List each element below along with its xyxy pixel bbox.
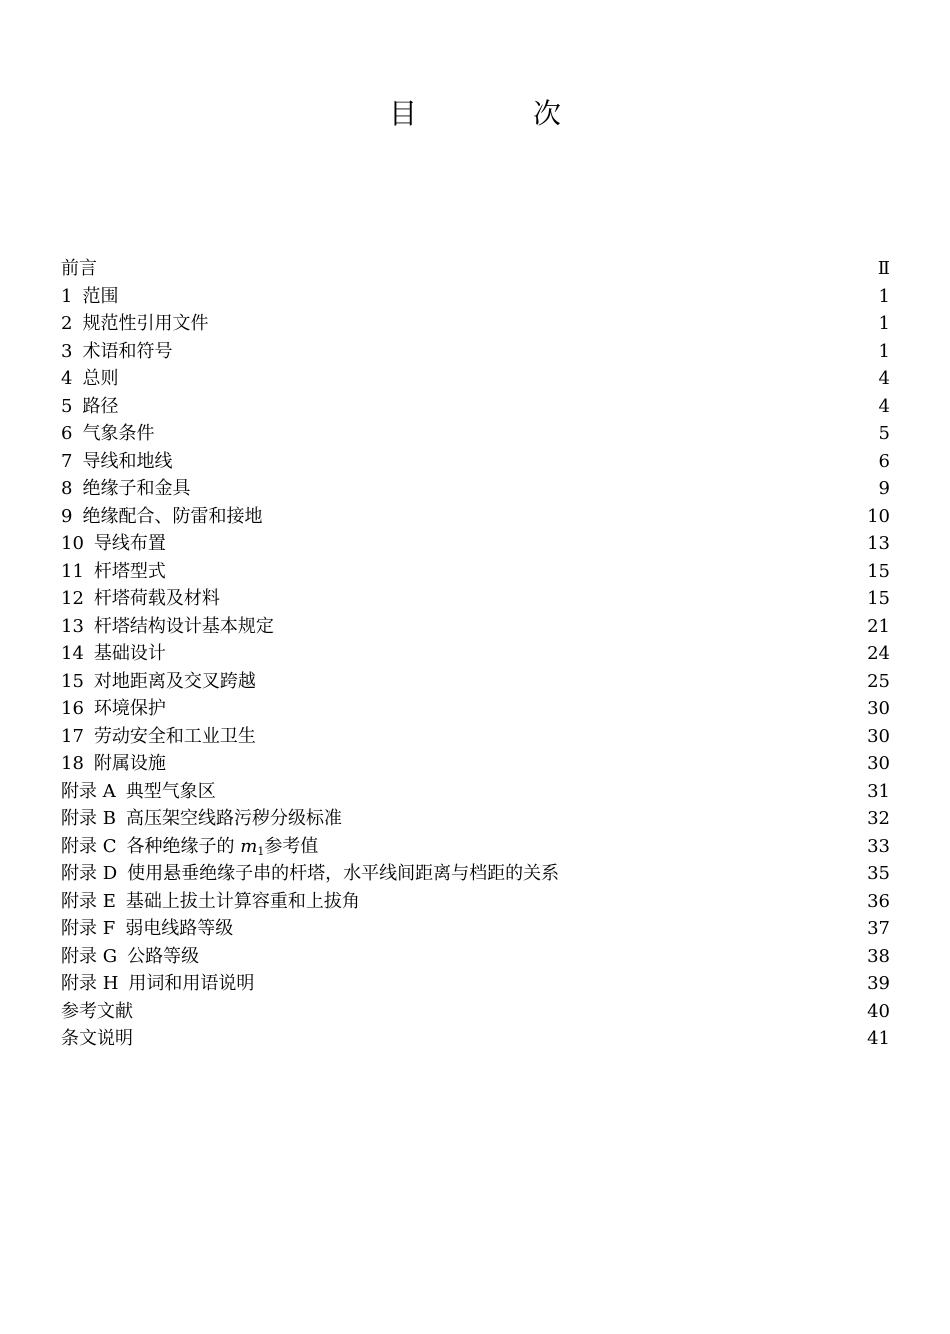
toc-entry[interactable] (61, 668, 890, 696)
toc-entry-page: 41 (867, 1028, 890, 1049)
toc-entry[interactable] (61, 640, 890, 668)
toc-entry-page: 15 (867, 560, 890, 582)
toc-entry-page: 24 (867, 643, 890, 664)
toc-entry-number: 附录 H (61, 973, 119, 994)
toc-entry-page: 1 (878, 313, 890, 334)
toc-entry-number: 17 (61, 725, 84, 747)
toc-entry-label: 11 杆塔型式 (61, 560, 166, 582)
toc-entry[interactable] (61, 338, 890, 366)
toc-entry-appendix[interactable] (61, 943, 890, 971)
toc-entry-number: 1 (61, 285, 73, 307)
toc-entry-number: 3 (61, 340, 73, 362)
toc-entry[interactable] (61, 585, 890, 613)
toc-entry-label: 9 绝缘配合、防雷和接地 (61, 505, 263, 527)
toc-entry-label: 18 附属设施 (61, 753, 166, 774)
toc-entry[interactable] (61, 310, 890, 338)
toc-entry-label: 8 绝缘子和金具 (61, 478, 191, 499)
toc-entry-label: 15 对地距离及交叉跨越 (61, 670, 256, 692)
toc-entry-number: 4 (61, 368, 73, 389)
toc-entry-label: 前言 (61, 258, 97, 279)
toc-entry-appendix[interactable] (61, 833, 890, 861)
toc-entry[interactable] (61, 695, 890, 723)
toc-entry-appendix[interactable] (61, 860, 890, 888)
toc-entry-number: 11 (61, 560, 84, 582)
toc-list (61, 255, 890, 1053)
toc-entry-number: 13 (61, 615, 84, 637)
toc-entry[interactable] (61, 723, 890, 751)
toc-entry-number: 9 (61, 505, 73, 527)
toc-entry-label: 14 基础设计 (61, 643, 166, 664)
toc-entry-page: 39 (867, 973, 890, 994)
toc-entry-page: 31 (867, 780, 890, 802)
toc-entry-page: 35 (867, 863, 890, 884)
toc-entry-label: 附录 H 用词和用语说明 (61, 973, 255, 994)
toc-entry-appendix[interactable] (61, 888, 890, 916)
page-title: 目 次 (388, 97, 605, 130)
toc-entry-label: 2 规范性引用文件 (61, 313, 209, 334)
toc-entry-label: 附录 F 弱电线路等级 (61, 918, 234, 939)
toc-entry-label: 17 劳动安全和工业卫生 (61, 725, 256, 747)
toc-entry-number: 12 (61, 588, 84, 609)
toc-entry-label: 附录 D 使用悬垂绝缘子串的杆塔，水平线间距离与档距的关系 (61, 863, 560, 884)
toc-entry-label: 6 气象条件 (61, 423, 155, 444)
toc-entry-number: 附录 E (61, 890, 116, 912)
toc-entry-number: 附录 C (61, 835, 117, 857)
toc-entry-foreword[interactable] (61, 255, 890, 283)
variable-m: m (240, 835, 258, 857)
toc-entry-number: 附录 B (61, 808, 116, 829)
toc-entry-number: 8 (61, 478, 73, 499)
toc-entry-page: 25 (867, 670, 890, 692)
toc-entry-label: 附录 C 各种绝缘子的 m1参考值 (61, 835, 319, 858)
toc-entry[interactable] (61, 613, 890, 641)
toc-entry[interactable] (61, 558, 890, 586)
toc-entry-label: 13 杆塔结构设计基本规定 (61, 615, 274, 637)
toc-entry-text-tail: 参考值 (264, 835, 319, 857)
toc-entry-page: 9 (878, 478, 890, 499)
toc-entry[interactable] (61, 475, 890, 503)
toc-entry-number: 7 (61, 450, 73, 472)
toc-entry-page: 1 (878, 285, 890, 307)
toc-entry-label: 12 杆塔荷载及材料 (61, 588, 220, 609)
toc-entry-page: 5 (878, 423, 890, 444)
toc-entry-number: 18 (61, 753, 84, 774)
toc-entry-label: 附录 A 典型气象区 (61, 780, 216, 802)
toc-entry-number: 15 (61, 670, 84, 692)
toc-entry[interactable] (61, 530, 890, 558)
toc-entry-page: 30 (867, 753, 890, 774)
toc-entry-label: 附录 B 高压架空线路污秽分级标准 (61, 808, 342, 829)
toc-entry-page: 38 (867, 945, 890, 967)
toc-entry-number: 附录 A (61, 780, 116, 802)
toc-entry-page: 32 (867, 808, 890, 829)
toc-entry[interactable] (61, 420, 890, 448)
toc-entry-page: 40 (867, 1000, 890, 1022)
toc-entry-number: 16 (61, 698, 84, 719)
toc-entry-page: 10 (867, 505, 890, 527)
toc-entry-label: 1 范围 (61, 285, 119, 307)
toc-entry-label: 条文说明 (61, 1028, 133, 1049)
toc-entry[interactable] (61, 365, 890, 393)
toc-entry-appendix[interactable] (61, 778, 890, 806)
toc-entry-number: 附录 F (61, 918, 116, 939)
toc-entry-page: 4 (878, 395, 890, 417)
toc-entry-number: 附录 G (61, 945, 118, 967)
toc-entry-label: 7 导线和地线 (61, 450, 173, 472)
toc-entry-page: 37 (867, 918, 890, 939)
toc-entry-label: 附录 E 基础上拔土计算容重和上拔角 (61, 890, 360, 912)
toc-entry-label: 16 环境保护 (61, 698, 166, 719)
toc-entry-page: 4 (878, 368, 890, 389)
toc-entry-label: 附录 G 公路等级 (61, 945, 200, 967)
toc-entry-page: 1 (878, 340, 890, 362)
toc-entry-label: 3 术语和符号 (61, 340, 173, 362)
toc-entry-page: 30 (867, 698, 890, 719)
toc-entry-number: 附录 D (61, 863, 118, 884)
toc-entry-number: 5 (61, 395, 73, 417)
toc-entry[interactable] (61, 750, 890, 778)
toc-entry-label: 10 导线布置 (61, 533, 166, 554)
toc-entry-number: 14 (61, 643, 84, 664)
toc-entry-page: Ⅱ (877, 258, 890, 279)
toc-entry-number: 10 (61, 533, 84, 554)
toc-entry-appendix[interactable] (61, 915, 890, 943)
toc-entry-number: 6 (61, 423, 73, 444)
toc-entry-appendix[interactable] (61, 805, 890, 833)
variable-subscript: 1 (257, 844, 265, 858)
toc-entry-appendix[interactable] (61, 970, 890, 998)
toc-entry-explanation[interactable] (61, 1025, 890, 1053)
toc-entry-page: 21 (867, 615, 890, 637)
toc-entry-references[interactable] (61, 998, 890, 1026)
toc-entry-page: 30 (867, 725, 890, 747)
toc-entry[interactable] (61, 393, 890, 421)
toc-entry-page: 33 (867, 835, 890, 857)
toc-entry-page: 6 (878, 450, 890, 472)
toc-entry[interactable] (61, 503, 890, 531)
toc-entry-number: 2 (61, 313, 73, 334)
toc-entry-page: 36 (867, 890, 890, 912)
toc-entry-label: 参考文献 (61, 1000, 133, 1022)
toc-entry-page: 13 (867, 533, 890, 554)
toc-entry-label: 5 路径 (61, 395, 119, 417)
toc-entry-label: 4 总则 (61, 368, 119, 389)
toc-entry[interactable] (61, 448, 890, 476)
toc-entry-page: 15 (867, 588, 890, 609)
toc-entry[interactable] (61, 283, 890, 311)
